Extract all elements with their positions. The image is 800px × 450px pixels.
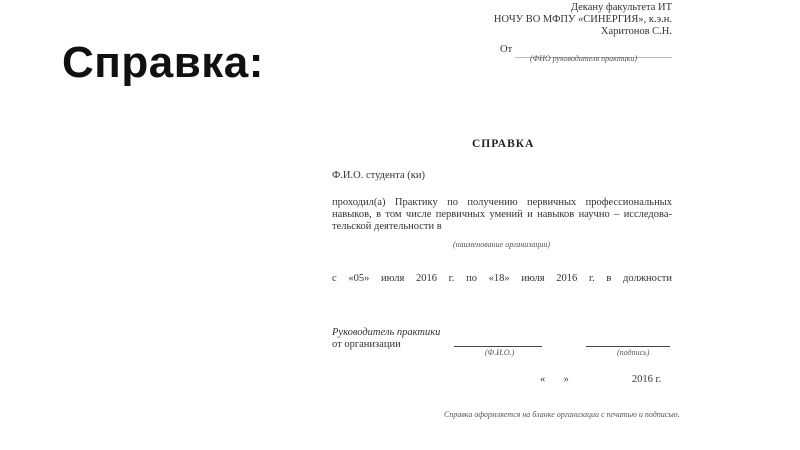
fio-hint: (Ф.И.О.) <box>485 348 515 357</box>
from-hint: (ФИО руководителя практики) <box>530 54 637 63</box>
supervisor-line-2: от организации <box>332 339 401 350</box>
footer-note: Справка оформляется на бланке организации с печатью и подписью. <box>444 410 680 419</box>
slide-title: Справка: <box>62 38 264 87</box>
organization-hint: (наименование организации) <box>453 240 551 249</box>
body-line-3: тельской деятельности в <box>332 221 442 232</box>
fio-line <box>454 346 542 347</box>
signature-line <box>586 346 670 347</box>
from-label: От <box>500 44 513 55</box>
header-addressee: Декану факультета ИТ <box>570 2 672 13</box>
student-line: Ф.И.О. студента (ки) <box>332 170 425 181</box>
signature-hint: (подпись) <box>617 348 650 357</box>
body-line-2: навыков, в том числе первичных умений и навыков научно – исследова- <box>332 209 672 220</box>
dates-line: с «05» июля 2016 г. по «18» июля 2016 г. в должности <box>332 273 672 284</box>
date-line: « » 2016 г. <box>540 374 662 385</box>
body-line-1: проходил(а) Практику по получению первичных профессиональных <box>332 197 672 208</box>
header-name: Харитонов С.Н. <box>600 26 672 37</box>
document-title: СПРАВКА <box>472 138 535 150</box>
header-organization: НОЧУ ВО МФПУ «СИНЕРГИЯ», к.э.н. <box>493 14 672 25</box>
supervisor-line-1: Руководитель практики <box>332 327 441 338</box>
